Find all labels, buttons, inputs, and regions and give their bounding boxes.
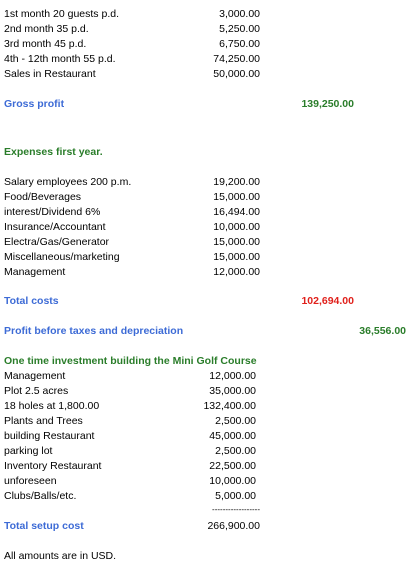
- table-row: [0, 266, 414, 281]
- row-label: unforeseen: [4, 475, 57, 487]
- gross-profit-value: 139,250.00: [301, 98, 354, 110]
- row-label: 2nd month 35 p.d.: [4, 23, 89, 35]
- row-value: 16,494.00: [213, 206, 260, 218]
- profit-before-taxes-row: [0, 325, 414, 340]
- total-costs-value: 102,694.00: [301, 295, 354, 307]
- table-row: [0, 400, 414, 415]
- row-value: 15,000.00: [213, 251, 260, 263]
- row-label: 1st month 20 guests p.d.: [4, 8, 119, 20]
- row-label: 4th - 12th month 55 p.d.: [4, 53, 116, 65]
- table-row: [0, 445, 414, 460]
- row-value: 22,500.00: [209, 460, 256, 472]
- row-label: Salary employees 200 p.m.: [4, 176, 132, 188]
- total-setup-label: Total setup cost: [4, 520, 84, 532]
- row-label: Management: [4, 266, 66, 278]
- row-label: Sales in Restaurant: [4, 68, 96, 80]
- row-value: 19,200.00: [213, 176, 260, 188]
- footnote: All amounts are in USD.: [4, 550, 117, 562]
- gross-profit-row: [0, 98, 414, 113]
- row-value: 132,400.00: [203, 400, 256, 412]
- row-label: Electra/Gas/Generator: [4, 236, 110, 248]
- investment-heading: One time investment building the Mini Golf Course: [4, 355, 257, 367]
- table-row: [0, 221, 414, 236]
- expenses-heading: Expenses first year.: [4, 146, 103, 158]
- total-setup-value: 266,900.00: [207, 520, 260, 532]
- row-label: Insurance/Accountant: [4, 221, 106, 233]
- row-value: 6,750.00: [219, 38, 260, 50]
- table-row: [0, 415, 414, 430]
- row-value: 3,000.00: [219, 8, 260, 20]
- table-row: [0, 206, 414, 221]
- row-value: 5,000.00: [215, 490, 256, 502]
- table-row: [0, 176, 414, 191]
- table-row: [0, 385, 414, 400]
- total-costs-row: [0, 295, 414, 310]
- row-value: 50,000.00: [213, 68, 260, 80]
- table-row: [0, 8, 414, 23]
- row-label: building Restaurant: [4, 430, 95, 442]
- table-row: [0, 53, 414, 68]
- row-label: Management: [4, 370, 66, 382]
- row-label: Inventory Restaurant: [4, 460, 102, 472]
- gross-profit-label: Gross profit: [4, 98, 65, 110]
- row-value: 10,000.00: [213, 221, 260, 233]
- row-value: 5,250.00: [219, 23, 260, 35]
- row-label: parking lot: [4, 445, 53, 457]
- table-row: [0, 490, 414, 505]
- row-value: 2,500.00: [215, 445, 256, 457]
- row-label: interest/Dividend 6%: [4, 206, 101, 218]
- profit-before-taxes-value: 36,556.00: [359, 325, 406, 337]
- row-value: 12,000.00: [213, 266, 260, 278]
- table-row: [0, 251, 414, 266]
- row-value: 2,500.00: [215, 415, 256, 427]
- row-value: 12,000.00: [209, 370, 256, 382]
- total-setup-row: [0, 520, 414, 535]
- profit-before-taxes-label: Profit before taxes and depreciation: [4, 325, 184, 337]
- separator-line: ------------------: [212, 505, 260, 514]
- row-label: 18 holes at 1,800.00: [4, 400, 100, 412]
- table-row: [0, 370, 414, 385]
- table-row: [0, 38, 414, 53]
- row-value: 15,000.00: [213, 236, 260, 248]
- row-value: 10,000.00: [209, 475, 256, 487]
- row-value: 35,000.00: [209, 385, 256, 397]
- table-row: [0, 430, 414, 445]
- table-row: [0, 475, 414, 490]
- row-label: Plot 2.5 acres: [4, 385, 69, 397]
- row-label: 3rd month 45 p.d.: [4, 38, 87, 50]
- table-row: [0, 236, 414, 251]
- table-row: [0, 23, 414, 38]
- footnote-row: [0, 550, 414, 565]
- table-row: [0, 68, 414, 83]
- table-row: [0, 460, 414, 475]
- row-value: 15,000.00: [213, 191, 260, 203]
- row-label: Food/Beverages: [4, 191, 82, 203]
- row-label: Plants and Trees: [4, 415, 83, 427]
- row-value: 74,250.00: [213, 53, 260, 65]
- row-label: Clubs/Balls/etc.: [4, 490, 77, 502]
- investment-heading-row: [0, 355, 414, 370]
- row-label: Miscellaneous/marketing: [4, 251, 120, 263]
- table-row: [0, 191, 414, 206]
- row-value: 45,000.00: [209, 430, 256, 442]
- expenses-heading-row: [0, 146, 414, 161]
- total-costs-label: Total costs: [4, 295, 59, 307]
